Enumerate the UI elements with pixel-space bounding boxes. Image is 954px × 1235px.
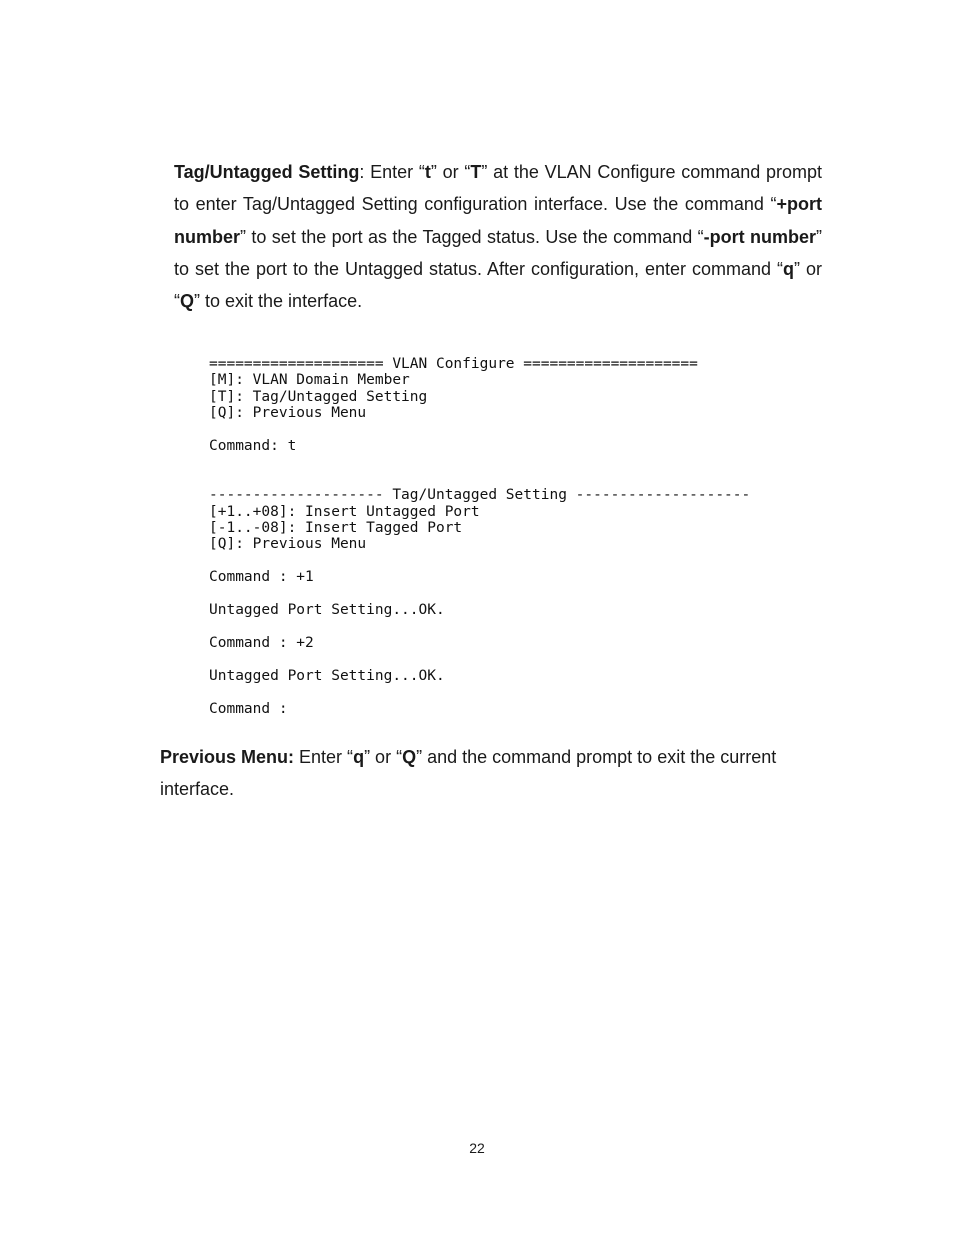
key-t: t — [424, 162, 431, 182]
terminal-line: Command: t — [209, 438, 297, 455]
terminal-line: Command : +2 — [209, 634, 314, 651]
text: ” or “ — [174, 258, 823, 312]
tag-untagged-setting-paragraph — [174, 156, 822, 317]
terminal-line: Command : +1 — [209, 569, 314, 586]
terminal-screenshot — [209, 356, 750, 717]
text: ” to exit the interface. — [194, 291, 363, 312]
terminal-line: [Q]: Previous Menu — [209, 536, 367, 553]
terminal-line: [-1..-08]: Insert Tagged Port — [209, 520, 463, 537]
terminal-line: Untagged Port Setting...OK. — [209, 667, 445, 684]
terminal-line: ==================== VLAN Configure ==================== — [209, 356, 698, 372]
text: : Enter “ — [359, 162, 425, 182]
key-plus-port: +port number — [174, 194, 822, 247]
section-title: Previous Menu: — [160, 747, 295, 767]
previous-menu-paragraph — [160, 741, 822, 806]
text: Enter “ — [294, 747, 354, 767]
terminal-line: Untagged Port Setting...OK. — [209, 602, 445, 619]
terminal-line: -------------------- Tag/Untagged Setting -------------------- — [209, 487, 751, 504]
text: ” at the VLAN Configure command prompt to enter Tag/Untagged Setting configuration interface. Use the command “ — [174, 162, 822, 215]
key-q: q — [783, 258, 795, 279]
text: ” to set the port to the Untagged status. After configuration, enter command “ — [174, 226, 822, 279]
key-Q: Q — [180, 291, 195, 312]
key-q: q — [353, 747, 365, 767]
terminal-line: [M]: VLAN Domain Member — [209, 372, 410, 389]
terminal-line: Command : — [209, 700, 288, 717]
text: ” or “ — [364, 747, 403, 767]
key-Q: Q — [402, 747, 417, 767]
section-title: Tag/Untagged Setting — [174, 162, 360, 182]
text: ” to set the port as the Tagged status. Use the command “ — [240, 226, 704, 247]
text: ” and the command prompt to exit the current interface. — [160, 747, 777, 800]
key-minus-port: -port number — [703, 226, 816, 247]
terminal-line: [T]: Tag/Untagged Setting — [209, 388, 428, 405]
key-T: T — [470, 162, 482, 182]
text: ” or “ — [430, 162, 471, 182]
terminal-line: [+1..+08]: Insert Untagged Port — [209, 503, 480, 520]
page-number: 22 — [469, 1140, 485, 1156]
terminal-line: [Q]: Previous Menu — [209, 405, 367, 422]
